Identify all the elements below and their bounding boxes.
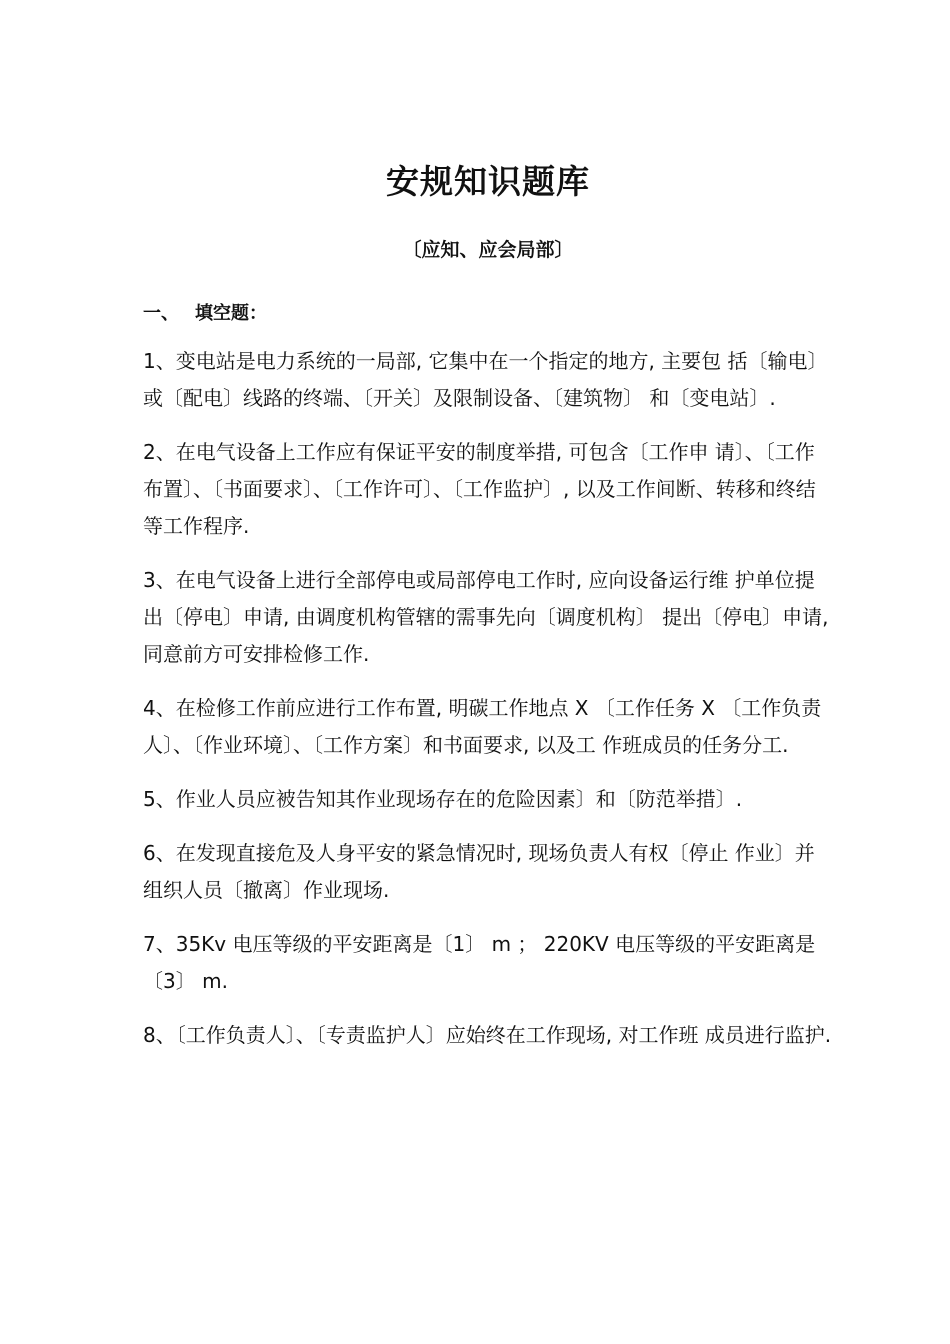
question-item-1: 1、变电站是电力系统的一局部, 它集中在一个指定的地方, 主要包 括〔输电〕或〔配电〕线路的终端、〔开关〕及限制设备、〔建筑物〕 和〔变电站〕. (143, 349, 828, 410)
question-item-8: 8、〔工作负责人〕、〔专责监护人〕应始终在工作现场, 对工作班 成员进行监护. (143, 1023, 832, 1047)
question-item-2: 2、在电气设备上工作应有保证平安的制度举措, 可包含〔工作申 请〕、〔工作布置〕、〔书面要求〕、〔工作许可〕、〔工作监护〕, 以及工作间断、转移和终结等工作程序. (143, 440, 816, 538)
section-title: 填空题： (195, 303, 267, 324)
question-item-3: 3、在电气设备上进行全部停电或局部停电工作时, 应向设备运行维 护单位提出〔停电〕申请, 由调度机构管辖的需事先向〔调度机构〕 提出〔停电〕申请, 同意前方可安排检修工作. (143, 568, 829, 666)
question-item-4: 4、在检修工作前应进行工作布置, 明碳工作地点 X 〔工作任务 X 〔工作负责人〕、〔作业环境〕、〔工作方案〕和书面要求, 以及工 作班成员的任务分工. (143, 696, 822, 757)
question-list (143, 343, 833, 1071)
document-subtitle: 〔应知、应会局部〕 (402, 239, 574, 261)
question-item-6: 6、在发现直接危及人身平安的紧急情况时, 现场负责人有权〔停止 作业〕并组织人员〔撤离〕作业现场. (143, 841, 815, 902)
section-heading (143, 299, 267, 325)
question-item-7: 7、35Kv 电压等级的平安距离是〔1〕 m ； 220KV 电压等级的平安距离是 〔3〕 m. (143, 932, 816, 993)
question-item-5: 5、作业人员应被告知其作业现场存在的危险因素〕和〔防范举措〕. (143, 787, 743, 811)
document-title: 安规知识题库 (386, 162, 590, 201)
section-number: 一、 (143, 303, 179, 324)
